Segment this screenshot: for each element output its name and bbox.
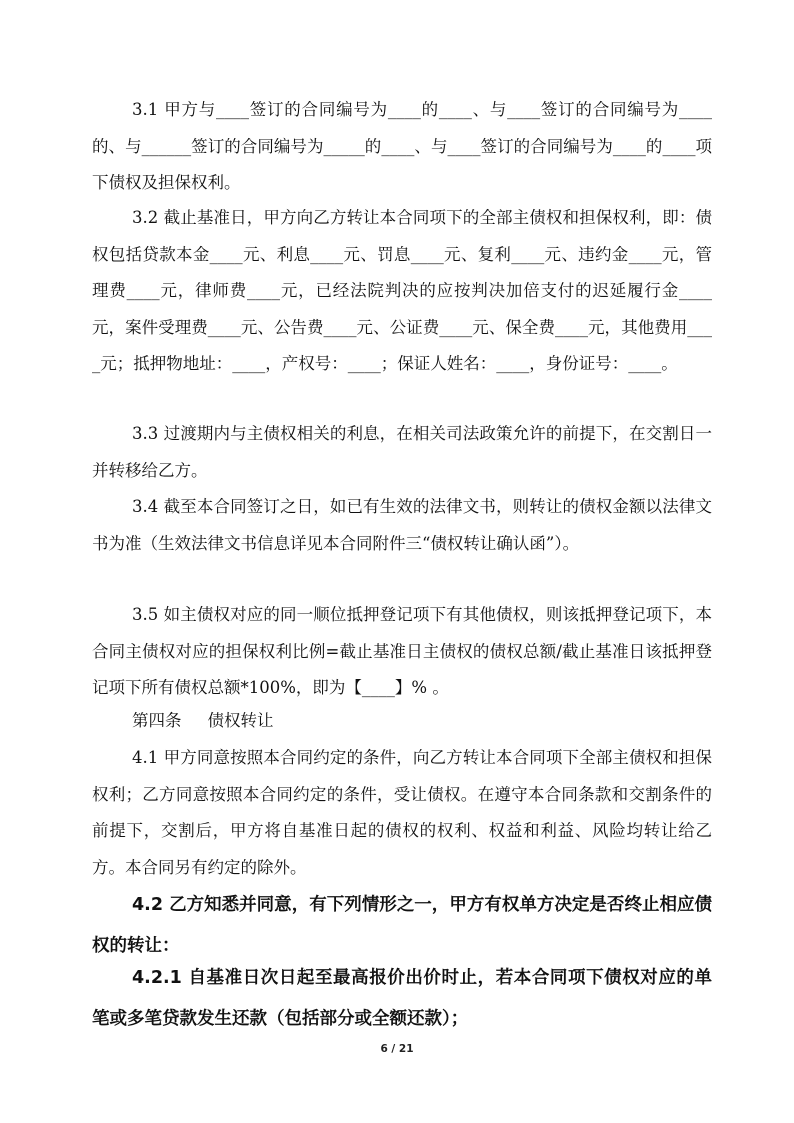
- clause-3-3: 3.3 过渡期内与主债权相关的利息，在相关司法政策允许的前提下，在交割日一并转移给乙方。: [92, 424, 712, 480]
- clause-4-2: 4.2 乙方知悉并同意，有下列情形之一，甲方有权单方决定是否终止相应债权的转让：: [92, 895, 712, 956]
- clause-3-1: 3.1 甲方与____签订的合同编号为____的____、与____签订的合同编号为____的、与______签订的合同编号为_____的____、与____签订的合同编号为____的____项下债权及担保权利。: [92, 100, 712, 192]
- clause-3-2: 3.2 截止基准日，甲方向乙方转让本合同项下的全部主债权和担保权利，即：债权包括贷款本金____元、利息____元、罚息____元、复利____元、违约金____元，管理费____元，律师费____元，已经法院判决的应按判决加倍支付的迟延履行金____元，案件受理费____元、公告费____元、公证费____元、保全费____元，其他费用____元；抵押物地址：____，产权号：____；保证人姓名：____，身份证号：____。: [92, 208, 713, 373]
- clause-4-1: 4.1 甲方同意按照本合同约定的条件，向乙方转让本合同项下全部主债权和担保权利；乙方同意按照本合同约定的条件，受让债权。在遵守本合同条款和交割条件的前提下，交割后，甲方将自基准日起的债权的权利、权益和利益、风险均转让给乙方。本合同另有约定的除外。: [92, 748, 712, 877]
- clause-3-5: 3.5 如主债权对应的同一顺位抵押登记项下有其他债权，则该抵押登记项下，本合同主债权对应的担保权利比例=截止基准日主债权的债权总额/截止基准日该抵押登记项下所有债权总额*100%，即为【____】% 。: [92, 605, 712, 697]
- clause-3-4: 3.4 截至本合同签订之日，如已有生效的法律文书，则转让的债权金额以法律文书为准（生效法律文书信息详见本合同附件三“债权转让确认函”）。: [92, 497, 712, 553]
- article-4-heading: [132, 706, 274, 736]
- page-number: 6 / 21: [380, 1043, 414, 1055]
- clause-4-2-1: 4.2.1 自基准日次日起至最高报价出价时止，若本合同项下债权对应的单笔或多笔贷款发生还款（包括部分或全额还款）；: [92, 968, 712, 1029]
- article-title: 债权转让: [207, 711, 274, 730]
- article-number: 第四条: [132, 711, 182, 730]
